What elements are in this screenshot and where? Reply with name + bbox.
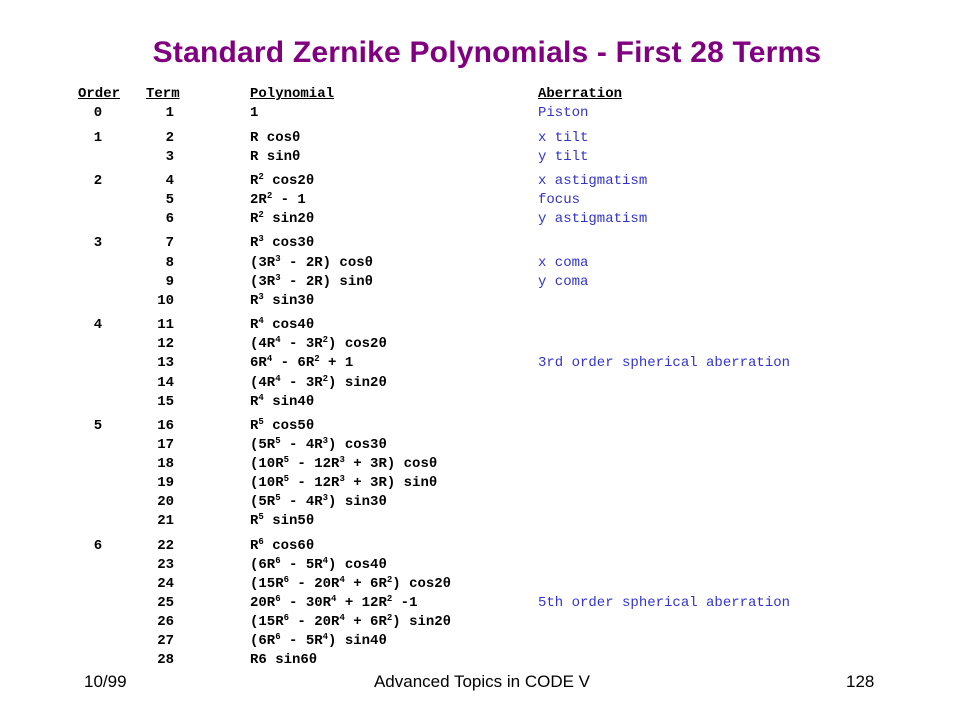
polynomial-cell: $R^4$ sin4θ [250,393,315,410]
header-aberration: Aberration [538,86,623,102]
polynomial-cell: $R^2$ cos2θ [250,172,315,189]
term-cell: 22 [157,538,174,554]
term-cell: 14 [157,375,174,391]
polynomial-cell: $R^4$ cos4θ [250,316,315,333]
table-row [0,292,960,311]
aberration-cell: x coma [538,255,589,271]
term-cell: 13 [157,355,174,371]
table-row [0,594,960,613]
polynomial-cell: $(10R^5 - 12R^3 + 3R)$ sinθ [250,474,438,491]
table-row [0,234,960,253]
table-row [0,273,960,292]
aberration-cell: 3rd order spherical aberration [538,355,791,371]
polynomial-cell: $(15R^6 - 20R^4 + 6R^2)$ sin2θ [250,613,452,630]
aberration-cell: x astigmatism [538,173,648,189]
polynomial-cell: $R^2$ sin2θ [250,210,315,227]
polynomial-cell: $6R^4 - 6R^2 + 1$ [250,354,354,371]
polynomial-cell: $(15R^6 - 20R^4 + 6R^2)$ cos2θ [250,575,452,592]
table-row [0,575,960,594]
term-cell: 25 [157,595,174,611]
term-cell: 19 [157,475,174,491]
header-term: Term [146,86,180,102]
term-cell: 16 [157,418,174,434]
term-cell: 20 [157,494,174,510]
table-row [0,254,960,273]
table-row [0,129,960,148]
polynomial-cell: $(5R^5 - 4R^3)$ sin3θ [250,493,387,510]
polynomial-cell: $(4R^4 - 3R^2)$ cos2θ [250,335,387,352]
term-cell: 7 [165,235,174,251]
table-row [0,455,960,474]
order-cell: 3 [93,235,103,251]
header-order: Order [78,86,121,102]
polynomial-cell: $R^5$ cos5θ [250,417,315,434]
order-cell: 1 [93,130,103,146]
polynomial-cell: $R^3$ cos3θ [250,234,315,251]
table-row [0,148,960,167]
header-polynomial: Polynomial [250,86,335,102]
table-row [0,354,960,373]
polynomial-cell: $(4R^4 - 3R^2)$ sin2θ [250,374,387,391]
table-row [0,393,960,412]
aberration-cell: y astigmatism [538,211,648,227]
term-cell: 21 [157,513,174,529]
term-cell: 26 [157,614,174,630]
aberration-cell: 5th order spherical aberration [538,595,791,611]
polynomial-cell: R6 sin6θ [250,652,318,668]
order-cell: 2 [93,173,103,189]
table-row [0,632,960,651]
polynomial-cell: $(6R^6 - 5R^4)$ sin4θ [250,632,387,649]
table-row [0,335,960,354]
table-row [0,512,960,531]
order-cell: 5 [93,418,103,434]
table-row [0,537,960,556]
aberration-cell: focus [538,192,581,208]
table-row [0,104,960,123]
table-row [0,210,960,229]
term-cell: 2 [165,130,174,146]
term-cell: 28 [157,652,174,668]
polynomial-cell: $(5R^5 - 4R^3)$ cos3θ [250,436,387,453]
aberration-cell: y tilt [538,149,589,165]
table-row [0,316,960,335]
order-cell: 0 [93,105,103,121]
term-cell: 15 [157,394,174,410]
table-row [0,436,960,455]
order-cell: 6 [93,538,103,554]
polynomial-cell: $20R^6 - 30R^4 + 12R^2$ -1 [250,594,418,611]
polynomial-cell: R sinθ [250,149,301,165]
term-cell: 18 [157,456,174,472]
term-cell: 5 [165,192,174,208]
polynomial-cell: $R^6$ cos6θ [250,537,315,554]
table-row [0,417,960,436]
table-row [0,613,960,632]
footer-title: Advanced Topics in CODE V [373,672,591,691]
table-row [0,493,960,512]
table-row [0,651,960,670]
polynomial-cell: $(3R^3 - 2R)$ cosθ [250,254,374,271]
footer-page-number: 128 [846,672,875,691]
table-row [0,172,960,191]
table-row [0,474,960,493]
table-row [0,556,960,575]
table-row [0,374,960,393]
term-cell: 10 [157,293,174,309]
term-cell: 4 [165,173,174,189]
term-cell: 3 [165,149,174,165]
term-cell: 8 [165,255,174,271]
polynomial-cell: $(10R^5 - 12R^3 + 3R)$ cosθ [250,455,438,472]
polynomial-cell: $2R^2 - 1$ [250,191,306,208]
term-cell: 1 [165,105,174,121]
polynomial-cell: $(3R^3 - 2R)$ sinθ [250,273,374,290]
polynomial-cell: R cosθ [250,130,301,146]
term-cell: 6 [165,211,174,227]
aberration-cell: x tilt [538,130,589,146]
term-cell: 23 [157,557,174,573]
order-cell: 4 [93,317,103,333]
page-title: Standard Zernike Polynomials - First 28 Terms [152,36,822,69]
term-cell: 17 [157,437,174,453]
aberration-cell: y coma [538,274,589,290]
term-cell: 11 [157,317,174,333]
polynomial-cell: 1 [250,105,259,121]
polynomial-cell: $R^5$ sin5θ [250,512,315,529]
footer-date: 10/99 [84,672,127,691]
term-cell: 9 [165,274,174,290]
term-cell: 24 [157,576,174,592]
polynomial-cell: $R^3$ sin3θ [250,292,315,309]
table-row [0,191,960,210]
term-cell: 27 [157,633,174,649]
polynomial-cell: $(6R^6 - 5R^4)$ cos4θ [250,556,387,573]
term-cell: 12 [157,336,174,352]
aberration-cell: Piston [538,105,589,121]
